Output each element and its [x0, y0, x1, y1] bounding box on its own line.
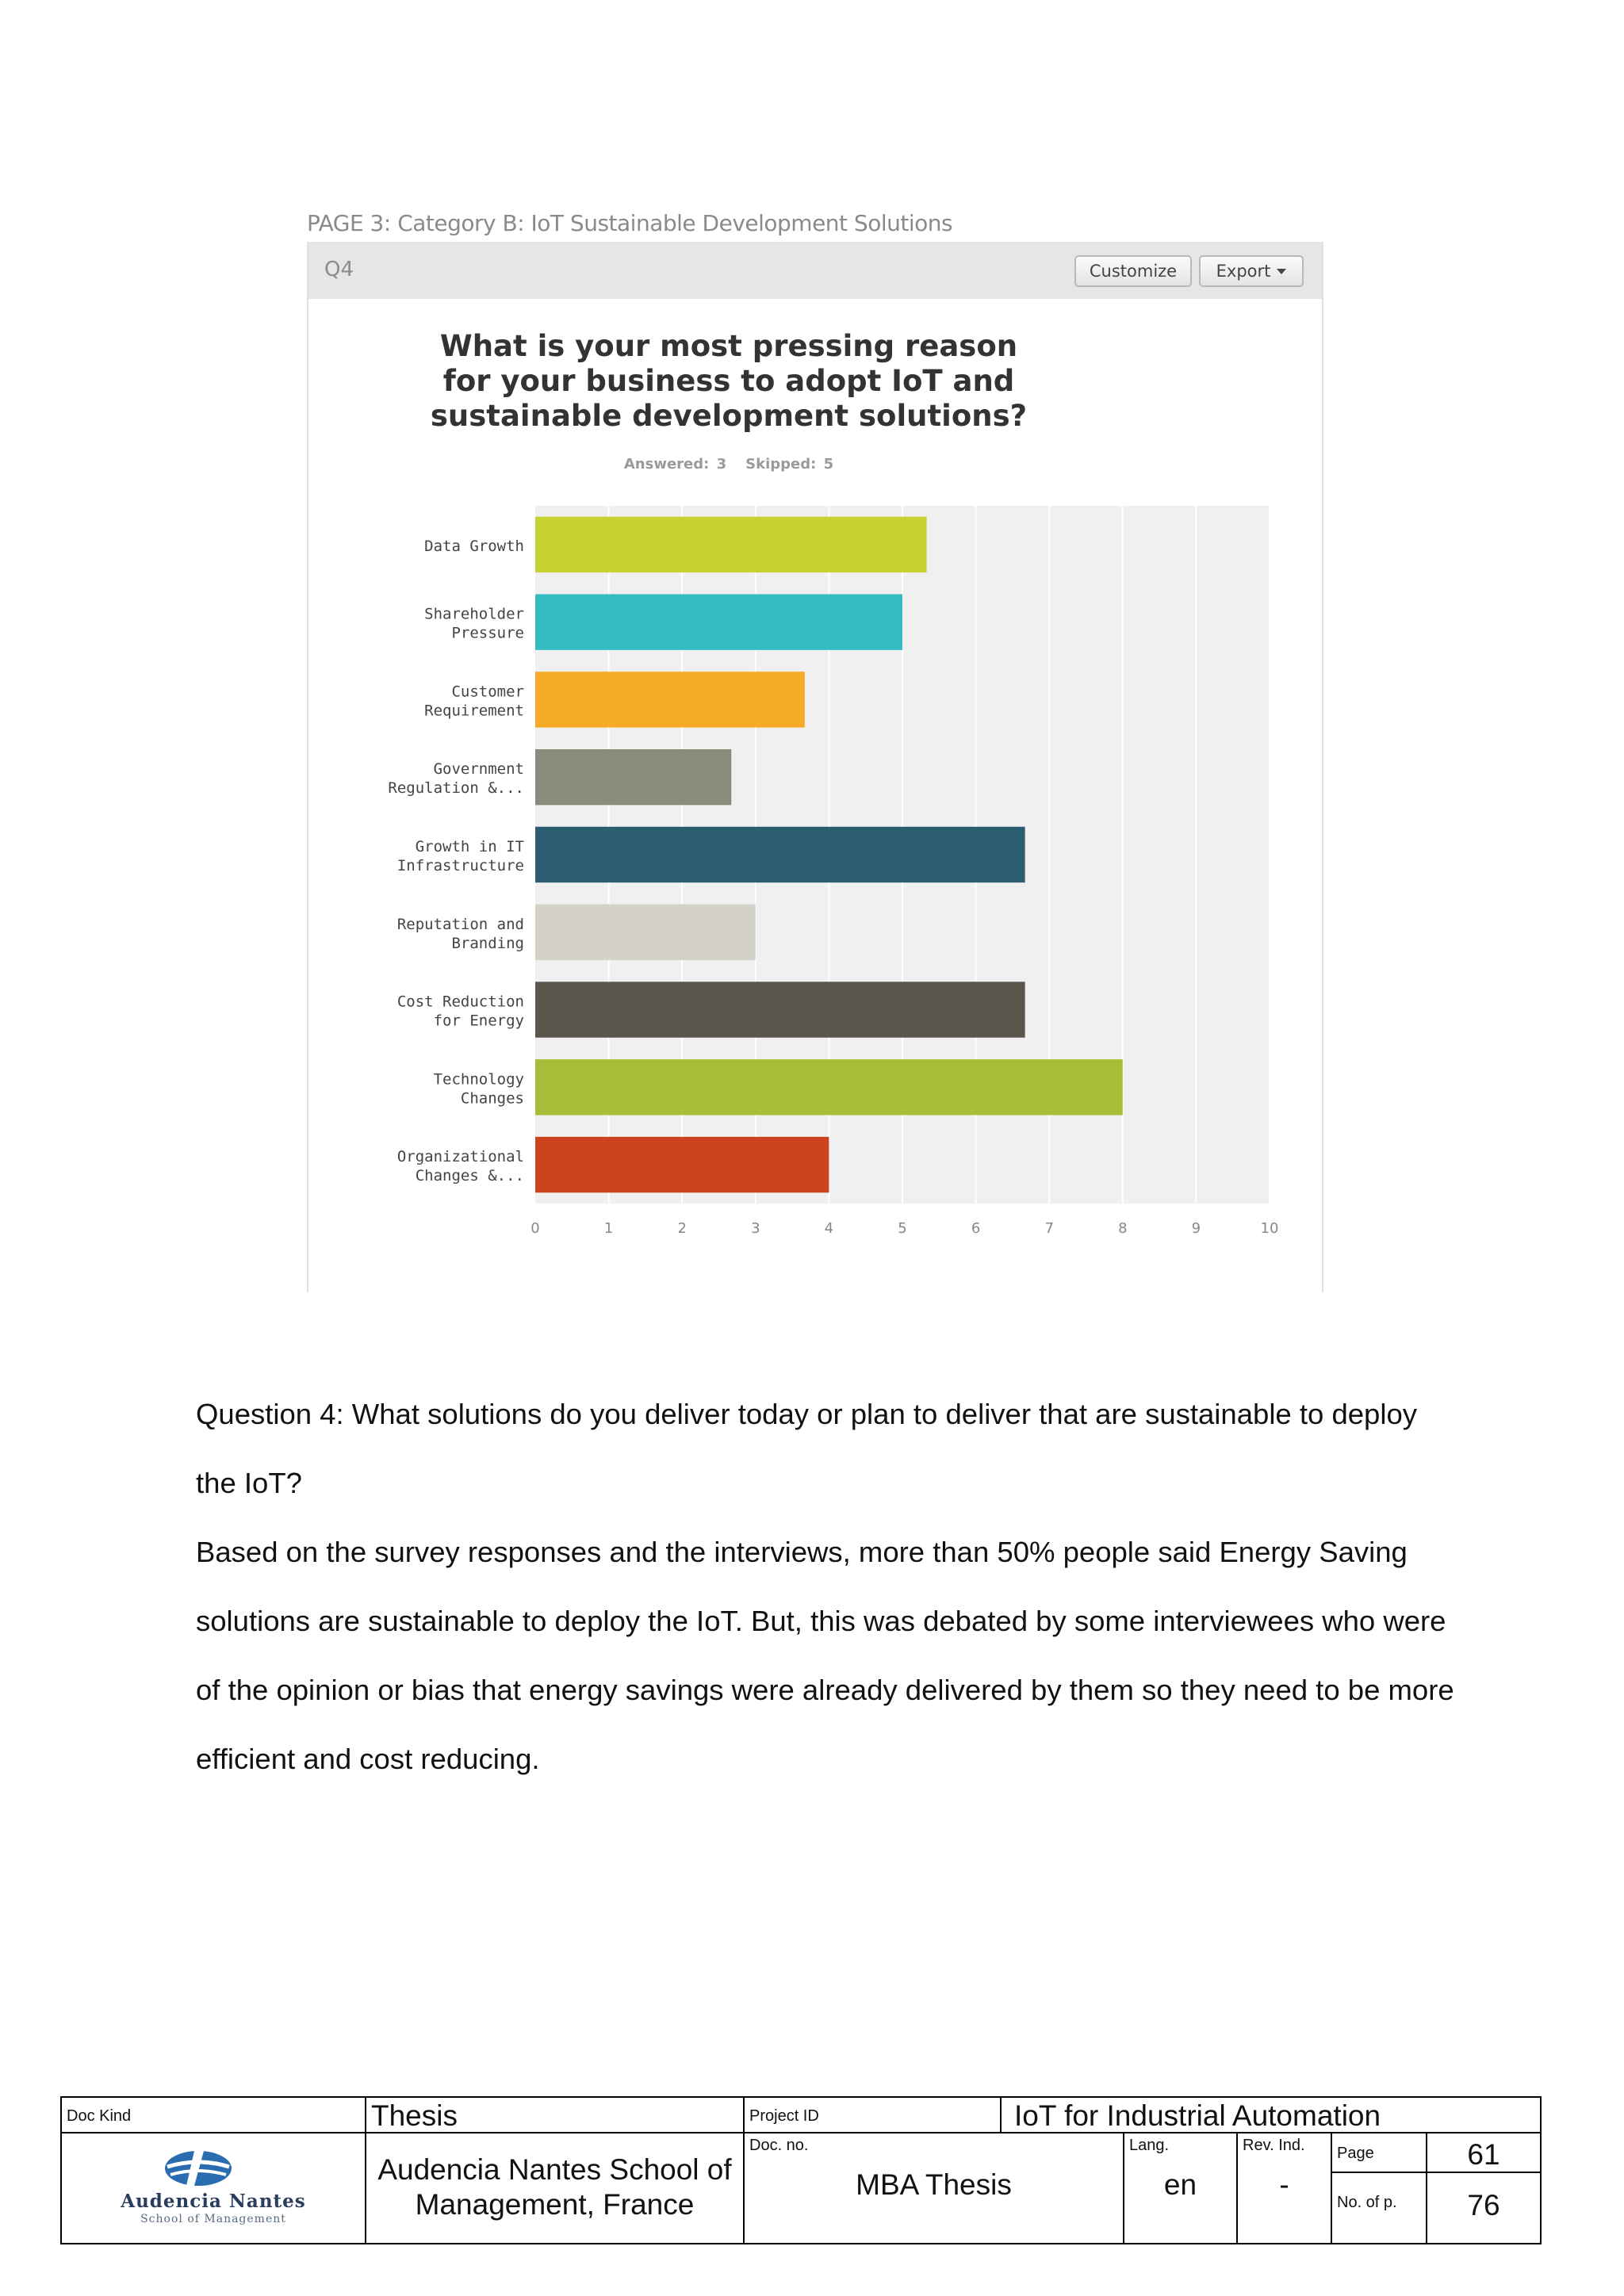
x-tick-label: 2 [677, 1220, 687, 1237]
doc-no-label: Doc. no. [749, 2137, 809, 2154]
doc-kind: Thesis [371, 2099, 458, 2132]
doc-kind-cell [365, 2096, 745, 2133]
page-label-cell [1331, 2132, 1427, 2173]
x-tick-label: 5 [898, 1220, 907, 1237]
question-paragraph: Question 4: What solutions do you deliver today or plan to deliver that are sustainable to deploy the IoT? [196, 1398, 1418, 1499]
project-id: IoT for Industrial Automation [1014, 2099, 1381, 2132]
category-label: Organizational [396, 1148, 524, 1166]
page-cell [1426, 2132, 1542, 2173]
category-label: Regulation &... [388, 779, 524, 798]
num-pages-label-cell [1331, 2172, 1427, 2244]
category-label: Shareholder [424, 605, 524, 623]
bar [535, 517, 927, 572]
answer-paragraph: Based on the survey responses and the interviews, more than 50% people said Energy Saving solutions are sustainable to deploy the IoT. But, this was debated by some interviewees who were of the opinion or bias that energy savings were already delivered by them so they need to be more efficient and cost reducing. [196, 1536, 1454, 1775]
lang-cell [1123, 2132, 1238, 2244]
lang-label: Lang. [1129, 2137, 1170, 2154]
x-tick-label: 9 [1191, 1220, 1201, 1237]
rev-cell [1236, 2132, 1332, 2244]
x-tick-label: 0 [530, 1220, 540, 1237]
footer-table [60, 2096, 1542, 2244]
x-tick-label: 8 [1118, 1220, 1128, 1237]
category-label: Technology [433, 1070, 524, 1089]
lang: en [1163, 2168, 1197, 2201]
survey-page-heading: PAGE 3: Category B: IoT Sustainable Development Solutions [307, 210, 953, 236]
bar [535, 982, 1025, 1037]
logo-cell [60, 2132, 366, 2244]
num-pages-cell [1426, 2172, 1542, 2244]
x-tick-label: 4 [824, 1220, 834, 1237]
bar [535, 594, 902, 649]
category-label: Data Growth [424, 537, 524, 555]
project-id-label: Project ID [749, 2107, 819, 2125]
category-label: Growth in IT [415, 838, 524, 855]
category-label: Customer [451, 683, 524, 701]
x-tick-label: 1 [603, 1220, 614, 1237]
doc-kind-label-cell [60, 2096, 366, 2133]
category-label: Reputation and [396, 915, 524, 933]
num-pages: 76 [1467, 2189, 1500, 2221]
bar [535, 749, 731, 805]
num-pages-label: No. of p. [1337, 2194, 1397, 2211]
project-id-cell [1000, 2096, 1542, 2133]
question-id: Q4 [324, 258, 354, 281]
logo-subtitle: School of Management [140, 2213, 286, 2225]
bar-chart [308, 242, 1322, 1292]
bar [535, 1059, 1123, 1115]
answered-count: Answered: 3 [623, 456, 727, 473]
customize-label: Customize [1089, 262, 1178, 281]
doc-kind-label: Doc Kind [67, 2107, 132, 2125]
category-label: Changes [460, 1089, 524, 1108]
bar [535, 672, 805, 727]
category-label: Requirement [424, 702, 524, 720]
category-label: Infrastructure [396, 857, 524, 874]
bar [535, 905, 756, 960]
category-label: for Energy [433, 1012, 524, 1030]
page-number: 61 [1467, 2138, 1500, 2171]
category-label: Cost Reduction [396, 993, 524, 1011]
organization: Audencia Nantes School of Management, France [377, 2153, 732, 2221]
project-id-label-cell [743, 2096, 1002, 2133]
x-tick-label: 6 [971, 1220, 981, 1237]
organization-cell [365, 2132, 745, 2244]
x-tick-label: 7 [1044, 1220, 1054, 1237]
bar [535, 827, 1025, 882]
doc-no: MBA Thesis [856, 2168, 1012, 2201]
survey-panel [307, 242, 1323, 1292]
chart-title: What is your most pressing reason for your business to adopt IoT and sustainable development solutions? [430, 329, 1028, 433]
bar [535, 1137, 829, 1192]
rev: - [1279, 2168, 1289, 2201]
category-label: Branding [451, 934, 524, 952]
doc-no-cell [743, 2132, 1124, 2244]
skipped-count: Skipped: 5 [745, 456, 834, 473]
x-tick-label: 10 [1260, 1220, 1279, 1237]
rev-label: Rev. Ind. [1243, 2137, 1305, 2154]
category-label: Changes &... [415, 1167, 524, 1185]
category-label: Government [433, 760, 524, 779]
export-label: Export [1216, 262, 1271, 281]
category-label: Pressure [451, 624, 524, 642]
page-label: Page [1337, 2145, 1374, 2162]
logo-name: Audencia Nantes [121, 2191, 306, 2212]
x-tick-label: 3 [751, 1220, 760, 1237]
audencia-globe-icon [163, 2149, 234, 2187]
